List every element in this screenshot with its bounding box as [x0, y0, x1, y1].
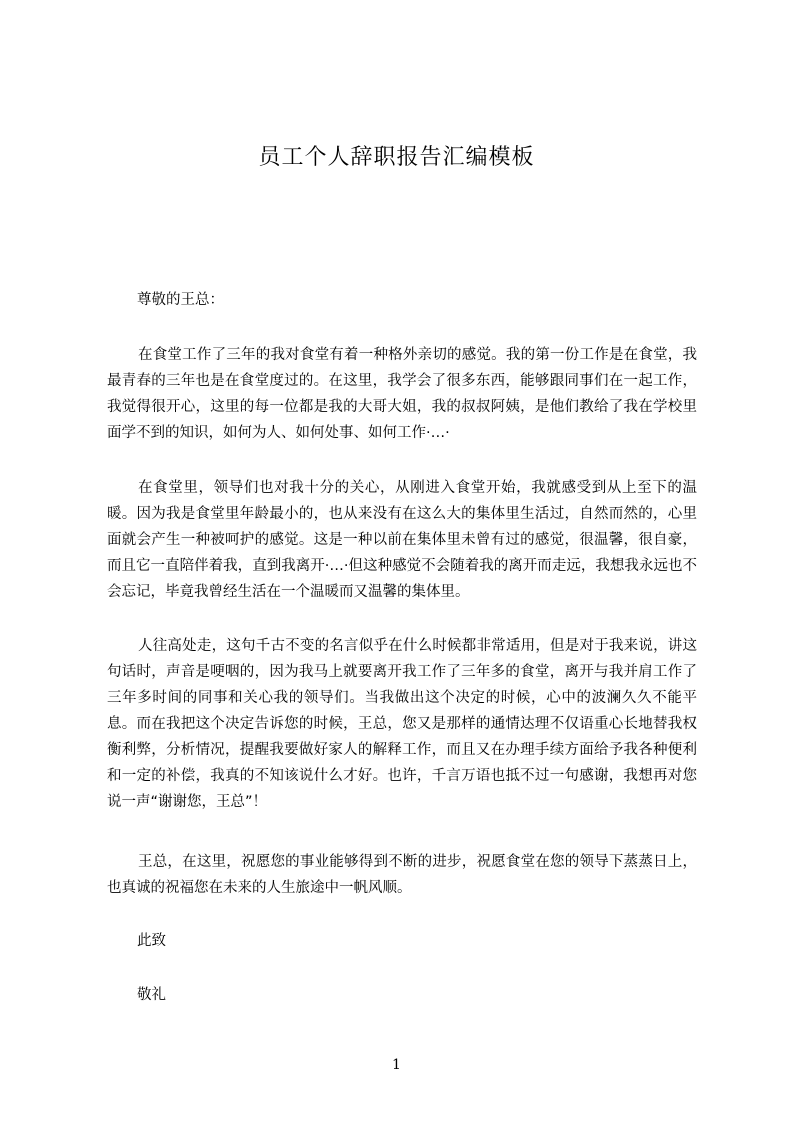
paragraph-4: 王总，在这里，祝愿您的事业能够得到不断的进步，祝愿食堂在您的领导下蒸蒸日上，也真诚的祝福您在未来的人生旅途中一帆风顺。 — [107, 854, 697, 896]
paragraph-3: 人往高处走，这句千古不变的名言似乎在什么时候都非常适用，但是对于我来说，讲这句话时，声音是哽咽的，因为我马上就要离开我工作了三年多的食堂，离开与我并肩工作了三年多时间的同事和关心我的领导们。当我做出这个决定的时候，心中的波澜久久不能平息。而在我把这个决定告诉您的时候，王总，您又是那样的通情达理不仅语重心长地替我权衡利弊，分析情况，提醒我要做好家人的解释工作，而且又在办理手续方面给予我各种便利和一定的补偿，我真的不知该说什么才好。也许，千言万语也抵不过一句感谢，我想再对您说一声“谢谢您，王总”！ — [107, 638, 697, 810]
closing-regards: 此致 — [137, 933, 166, 949]
closing-salute: 敬礼 — [137, 987, 166, 1003]
page-number: 1 — [392, 1057, 401, 1073]
salutation: 尊敬的王总： — [137, 292, 224, 308]
paragraph-2: 在食堂里，领导们也对我十分的关心，从刚进入食堂开始，我就感受到从上至下的温暖。因为我是食堂里年龄最小的，也从来没有在这么大的集体里生活过，自然而然的，心里面就会产生一种被呵护的感觉。这是一种以前在集体里未曾有过的感觉，很温馨，很自豪，而且它一直陪伴着我，直到我离开·…·但这种感觉不会随着我的离开而走远，我想我永远也不会忘记，毕竟我曾经生活在一个温暖而又温馨的集体里。 — [107, 480, 697, 600]
paragraph-1: 在食堂工作了三年的我对食堂有着一种格外亲切的感觉。我的第一份工作是在食堂，我最青春的三年也是在食堂度过的。在这里，我学会了很多东西，能够跟同事们在一起工作，我觉得很开心，这里的每一位都是我的大哥大姐，我的叔叔阿姨，是他们教给了我在学校里面学不到的知识，如何为人、如何处事、如何工作·…· — [107, 347, 697, 441]
document-title: 员工个人辞职报告汇编模板 — [258, 145, 535, 170]
